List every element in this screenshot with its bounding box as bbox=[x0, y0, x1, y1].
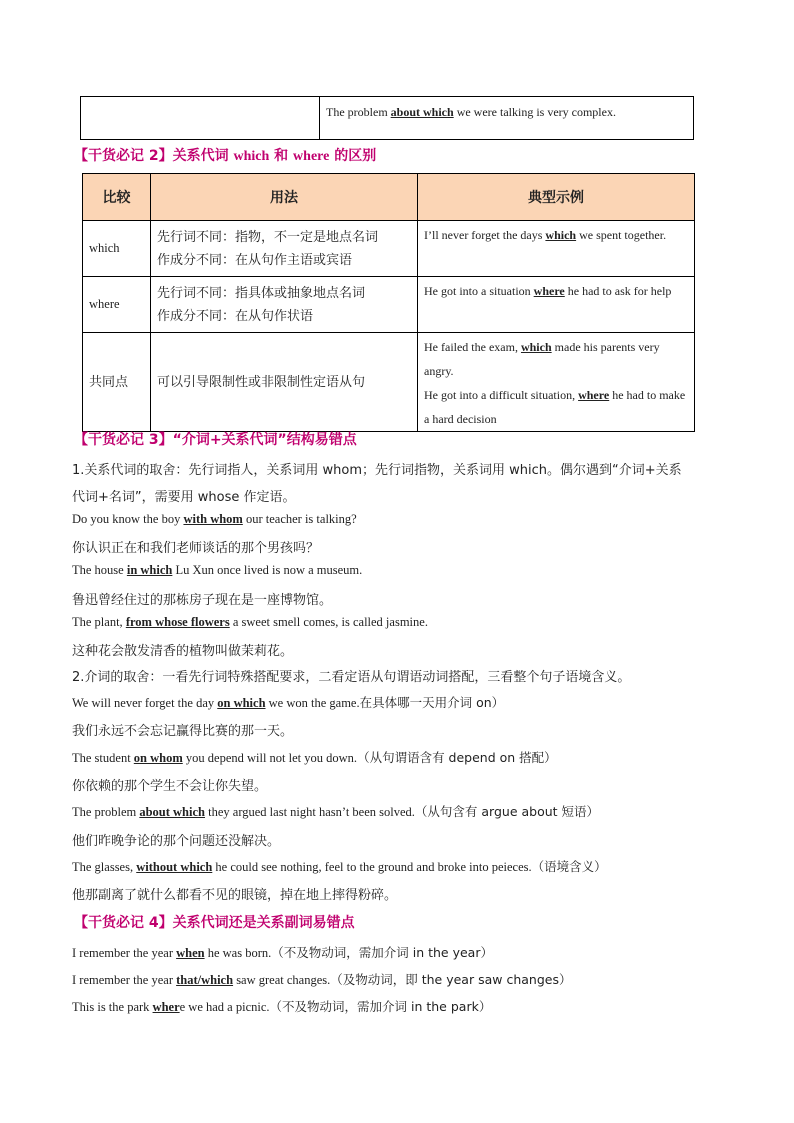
example-sentence: I remember the year that/which saw great changes.（及物动词，即 the year saw changes） bbox=[72, 972, 572, 987]
usage-cell: 可以引导限制性或非限制性定语从句 bbox=[151, 333, 418, 432]
table-row bbox=[83, 333, 695, 432]
example-sentence: The glasses, without which he could see nothing, feel to the ground and broke into peieces.（语境含义） bbox=[72, 859, 607, 874]
top-table-fragment bbox=[80, 96, 694, 140]
example-translation: 你认识正在和我们老师谈话的那个男孩吗？ bbox=[72, 541, 320, 556]
table-header: 比较 bbox=[83, 174, 151, 221]
example-cell: He failed the exam, which made his parents very angry. He got into a difficult situation, where he had to make a hard decision bbox=[418, 333, 695, 432]
example-translation: 我们永远不会忘记赢得比赛的那一天。 bbox=[72, 724, 294, 739]
table-header: 用法 bbox=[151, 174, 418, 221]
section-3-heading: 【干货必记 3】“介词+关系代词”结构易错点 bbox=[74, 432, 357, 448]
example-sentence: The plant, from whose flowers a sweet smell comes, is called jasmine. bbox=[72, 615, 428, 629]
example-sentence: The student on whom you depend will not let you down.（从句谓语含有 depend on 搭配） bbox=[72, 750, 557, 765]
table-row bbox=[83, 221, 695, 277]
top-table-right-cell: The problem about which we were talking is very complex. bbox=[320, 97, 694, 140]
example-translation: 你依赖的那个学生不会让你失望。 bbox=[72, 779, 268, 794]
row-label: which bbox=[83, 221, 151, 277]
example-sentence: Do you know the boy with whom our teacher is talking? bbox=[72, 512, 357, 526]
row-label: 共同点 bbox=[83, 333, 151, 432]
top-table-left-cell bbox=[81, 97, 320, 140]
example-sentence: The problem about which they argued last night hasn’t been solved.（从句含有 argue about 短语） bbox=[72, 804, 600, 819]
example-translation: 鲁迅曾经住过的那栋房子现在是一座博物馆。 bbox=[72, 593, 333, 608]
row-label: where bbox=[83, 277, 151, 333]
example-translation: 他们昨晚争论的那个问题还没解决。 bbox=[72, 834, 281, 849]
table-header: 典型示例 bbox=[418, 174, 695, 221]
rule-2: 2.介词的取舍：一看先行词特殊搭配要求，二看定语从句谓语动词搭配，三看整个句子语境含义。 bbox=[72, 670, 631, 685]
example-sentence: We will never forget the day on which we won the game.在具体哪一天用介词 on） bbox=[72, 695, 505, 710]
example-cell: I’ll never forget the days which we spent together. bbox=[418, 221, 695, 277]
example-sentence: The house in which Lu Xun once lived is now a museum. bbox=[72, 563, 363, 577]
usage-cell: 先行词不同：指物，不一定是地点名词 作成分不同：在从句作主语或宾语 bbox=[151, 221, 418, 277]
example-sentence: This is the park where we had a picnic.（不及物动词，需加介词 in the park） bbox=[72, 999, 492, 1014]
usage-cell: 先行词不同：指具体或抽象地点名词 作成分不同：在从句作状语 bbox=[151, 277, 418, 333]
example-translation: 他那副离了就什么都看不见的眼镜，掉在地上摔得粉碎。 bbox=[72, 888, 398, 903]
example-translation: 这种花会散发清香的植物叫做茉莉花。 bbox=[72, 644, 294, 659]
example-sentence: I remember the year when he was born.（不及物动词，需加介词 in the year） bbox=[72, 945, 493, 960]
section-4-heading: 【干货必记 4】关系代词还是关系副词易错点 bbox=[74, 915, 355, 931]
rule-1-line-1: 1.关系代词的取舍：先行词指人，关系词用 whom；先行词指物，关系词用 which。偶尔遇到“介词+关系 bbox=[72, 463, 682, 478]
table-row bbox=[83, 277, 695, 333]
section-2-heading: 【干货必记 2】关系代词 which 和 where 的区别 bbox=[74, 148, 377, 164]
example-cell: He got into a situation where he had to ask for help bbox=[418, 277, 695, 333]
comparison-table bbox=[82, 173, 695, 432]
rule-1-line-2: 代词+名词”，需要用 whose 作定语。 bbox=[72, 490, 296, 505]
